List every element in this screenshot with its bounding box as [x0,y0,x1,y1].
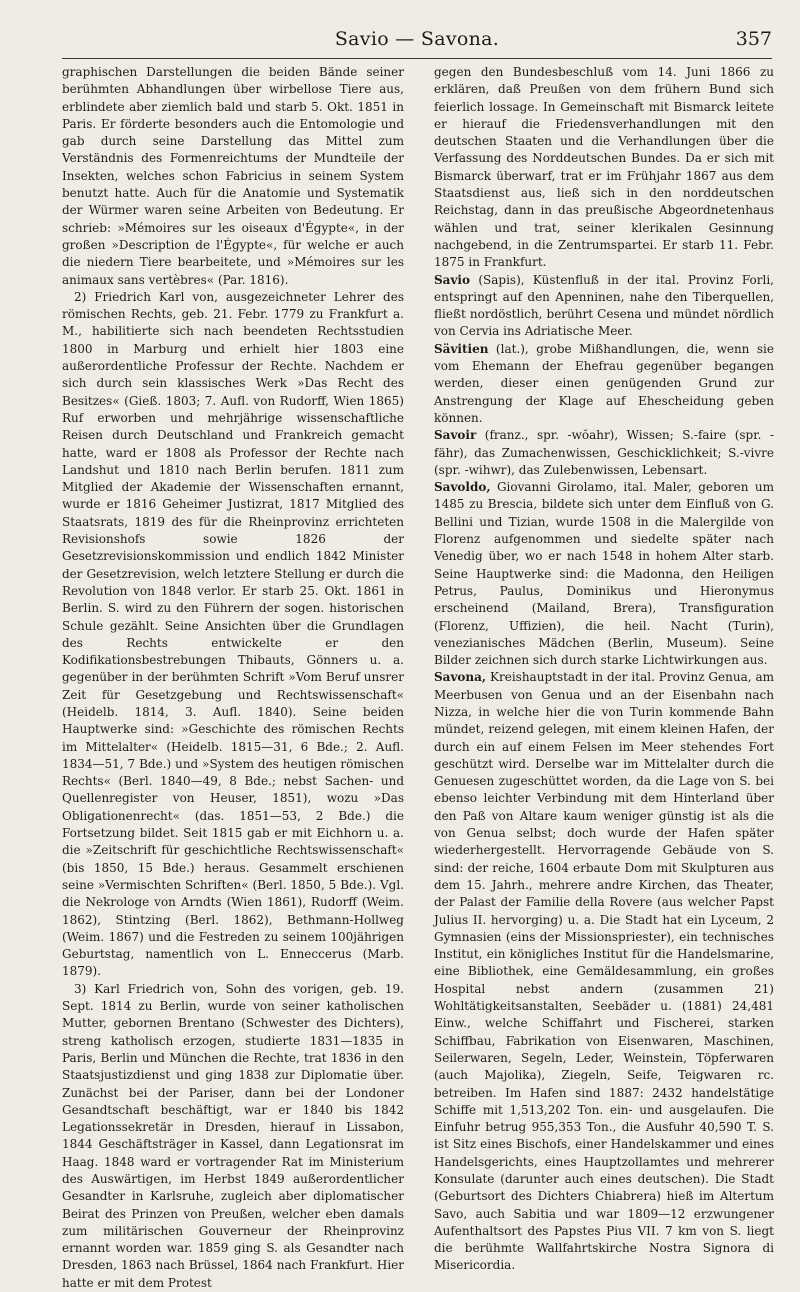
entry-savona [434,669,774,1274]
entry-savoldo [434,479,774,669]
entry-text-savio: (Sapis), Küstenfluß in der ital. Provinz Forli, entspringt auf den Apenninen, nahe den Tiberquellen, fließt nordöstlich, berührt Cesena und mündet nördlich von Cervia ins Adriatische Meer. [434,272,774,339]
running-title: Savio — Savona. [334,28,500,50]
entry-headword-saevitien: Sävitien [434,341,489,356]
savigny-continuation: graphischen Darstellungen die beiden Bände seiner berühmten Abhandlungen über wirbellose Tiere aus, erblindete aber ziemlich bald und starb 5. Okt. 1851 in Paris. Er förderte besonders auch die Entomologie und gab durch seine Darstellung das Mittel zum Verständnis des Formenreichtums der Mundteile der Insekten, welches schon Fabricius in seinem System benutzt hatte. Auch für die Anatomie und Systematik der Würmer waren seine Arbeiten von Bedeutung. Er schrieb: »Mémoires sur les oiseaux d'Égypte«, in der großen »Description de l'Égypte«, für welche er auch die niedern Tiere bearbeitete, und »Mémoires sur les animaux sans vertèbres« (Par. 1816). [62,65,404,287]
savigny-continuation-right: gegen den Bundesbeschluß vom 14. Juni 1866 zu erklären, daß Preußen von dem frühern Bund sich feierlich lossage. In Gemeinschaft mit Bismarck leitete er hierauf die Friedensverhandlungen mit den deutschen Staaten und die Verhandlungen über die Verfassung des Norddeutschen Bundes. Da er sich mit Bismarck überwarf, trat er im Frühjahr 1867 aus dem Staatsdienst aus, ließ sich in den norddeutschen Reichstag, dann in das preußische Abgeordnetenhaus wählen und trat, seiner klerikalen Gesinnung nachgebend, in die Zentrumspartei. Er starb 11. Febr. 1875 in Frankfurt. [434,65,774,270]
entry-saevitien [434,341,774,427]
entry-headword-savona: Savona, [434,670,487,685]
header-rule [62,58,772,59]
page-header [62,28,772,56]
entry-text-savona: Kreishauptstadt in der ital. Provinz Genua, am Meerbusen von Genua und an der Eisenbahn nach Nizza, in welche hier die von Turin kommende Bahn mündet, reizend gelegen, mit einem kleinen Hafen, der durch ein auf einem Felsen im Meer stehendes Fort geschützt wird. Derselbe war im Mittelalter durch die Genuesen zugeschüttet worden, da die Lage von S. bei ebenso leichter Verbindung mit dem Hinterland über den Paß von Altare kaum weniger günstig ist als die von Genua selbst; doch wurde der Hafen später wiederhergestellt. Hervorragende Gebäude von S. sind: der reiche, 1604 erbaute Dom mit Skulpturen aus dem 15. Jahrh., mehrere andre Kirchen, das Theater, der Palast der Familie della Rovere (aus welcher Papst Julius II. hervorging) u. a. Die Stadt hat ein Lyceum, 2 Gymnasien (eins der Missionspriester), ein technisches Institut, ein königliches Institut für die Handelsmarine, eine Bibliothek, eine Gemäldesammlung, ein großes Hospital nebst andern (zusammen 21) Wohltätigkeitsanstalten, Seebäder u. (1881) 24,481 Einw., welche Schiffahrt und Fischerei, starken Schiffbau, Fabrikation von Eisenwaren, Maschinen, Seilerwaren, Segeln, Leder, Weinstein, Töpferwaren (auch Majolika), Ziegeln, Seife, Teigwaren rc. betreiben. Im Hafen sind 1887: 2432 handelstätige Schiffe mit 1,513,202 Ton. ein- und ausgelaufen. Die Einfuhr betrug 955,353 Ton., die Ausfuhr 40,590 T. S. ist Sitz eines Bischofs, einer Handelskammer und eines Handelsgerichts, eines Hauptzollamtes und mehrerer Konsulate (darunter auch eines deutschen). Die Stadt (Geburtsort des Dichters Chiabrera) hieß im Altertum Savo, auch Sabitia und war 1809—12 erzwungener Aufenthaltsort des Papstes Pius VII. 7 km von S. liegt die berühmte Wallfahrtskirche Nostra Signora di Misericordia. [434,670,774,1273]
entry-text-savoldo: Giovanni Girolamo, ital. Maler, geboren um 1485 zu Brescia, bildete sich unter dem Einfluß von G. Bellini und Tizian, wurde 1508 in die Malergilde von Florenz aufgenommen und siedelte später nach Venedig über, wo er nach 1548 in hohem Alter starb. Seine Hauptwerke sind: die Madonna, den Heiligen Petrus, Paulus, Dominikus und Hieronymus erscheinend (Mailand, Brera), Transfiguration (Florenz, Uffizien), die heil. Nacht (Turin), venezianisches Mädchen (Berlin, Museum). Seine Bilder zeichnen sich durch starke Lichtwirkungen aus. [434,480,774,668]
page-number: 357 [735,28,772,50]
entry-savoir [434,427,774,479]
left-column [62,64,404,1292]
entry-savio [434,272,774,341]
savigny-friedrich-karl-entry: 2) Friedrich Karl von, ausgezeichneter Lehrer des römischen Rechts, geb. 21. Febr. 1779 zu Frankfurt a. M., habilitierte sich nach beendeten Rechtsstudien 1800 in Marburg und erhielt hier 1803 eine außerordentliche Professur der Rechte. Nachdem er sich durch sein klassisches Werk »Das Recht des Besitzes« (Gieß. 1803; 7. Aufl. von Rudorff, Wien 1865) Ruf erworben und mehrjährige wissenschaftliche Reisen durch Deutschland und Frankreich gemacht hatte, ward er 1808 als Professor der Rechte nach Landshut und 1810 nach Berlin berufen. 1811 zum Mitglied der Akademie der Wissenschaften ernannt, wurde er 1816 Geheimer Justizrat, 1817 Mitglied des Staatsrats, 1819 des für die Rheinprovinz errichteten Revisionshofs sowie 1826 der Gesetzrevisionskommission und endlich 1842 Minister der Gesetzrevision, welch letztere Stellung er durch die Revolution von 1848 verlor. Er starb 25. Okt. 1861 in Berlin. S. wird zu den Führern der sogen. historischen Schule gezählt. Seine Ansichten über die Grundlagen des Rechts entwickelte er den Kodifikationsbestrebungen Thibauts, Gönners u. a. gegenüber in der berühmten Schrift »Vom Beruf unsrer Zeit für Gesetzgebung und Rechtswissenschaft« (Heidelb. 1814, 3. Aufl. 1840). Seine beiden Hauptwerke sind: »Geschichte des römischen Rechts im Mittelalter« (Heidelb. 1815—31, 6 Bde.; 2. Aufl. 1834—51, 7 Bde.) und »System des heutigen römischen Rechts« (Berl. 1840—49, 8 Bde.; nebst Sachen- und Quellenregister von Heuser, 1851), wozu »Das Obligationenrecht« (das. 1851—53, 2 Bde.) die Fortsetzung bildet. Seit 1815 gab er mit Eichhorn u. a. die »Zeitschrift für geschichtliche Rechtswissenschaft« (bis 1850, 15 Bde.) heraus. Gesammelt erschienen seine »Vermischten Schriften« (Berl. 1850, 5 Bde.). Vgl. die Nekrologe von Arndts (Wien 1861), Rudorff (Weim. 1862), Stintzing (Berl. 1862), Bethmann-Hollweg (Weim. 1867) und die Festreden zu seinem 100jährigen Geburtstag, namentlich von L. Enneccerus (Marb. 1879). [62,289,404,979]
savigny-karl-friedrich-entry: 3) Karl Friedrich von, Sohn des vorigen, geb. 19. Sept. 1814 zu Berlin, wurde von seiner katholischen Mutter, gebornen Brentano (Schwester des Dichters), streng katholisch erzogen, studierte 1831—1835 in Paris, Berlin und München die Rechte, trat 1836 in den Staatsjustizdienst und ging 1838 zur Diplomatie über. Zunächst bei der Pariser, dann bei der Londoner Gesandtschaft beschäftigt, war er 1840 bis 1842 Legationssekretär in Dresden, hierauf in Lissabon, 1844 Geschäftsträger in Kassel, dann Legationsrat im Haag. 1848 ward er vortragender Rat im Ministerium des Auswärtigen, im Herbst 1849 außerordentlicher Gesandter in Karlsruhe, zugleich aber diplomatischer Beirat des Prinzen von Preußen, welcher eben damals zum militärischen Gouverneur der Rheinprovinz ernannt worden war. 1859 ging S. als Gesandter nach Dresden, 1863 nach Brüssel, 1864 nach Frankfurt. Hier hatte er mit dem Protest [62,981,404,1290]
entry-text-savoir: (franz., spr. -wŏahr), Wissen; S.-faire (spr. -fähr), das Zumachenwissen, Geschicklichkeit; S.-vivre (spr. -wihwr), das Zulebenwissen, Lebensart. [434,428,774,477]
right-column [434,64,774,1275]
entry-text-saevitien: (lat.), grobe Mißhandlungen, die, wenn sie vom Ehemann der Ehefrau gegenüber begangen werden, dieser einen genügenden Grund zur Anstrengung der Klage auf Ehescheidung geben können. [434,341,774,425]
entry-headword-savio: Savio [434,272,470,287]
entry-headword-savoir: Savoir [434,428,477,443]
entry-headword-savoldo: Savoldo, [434,480,491,495]
